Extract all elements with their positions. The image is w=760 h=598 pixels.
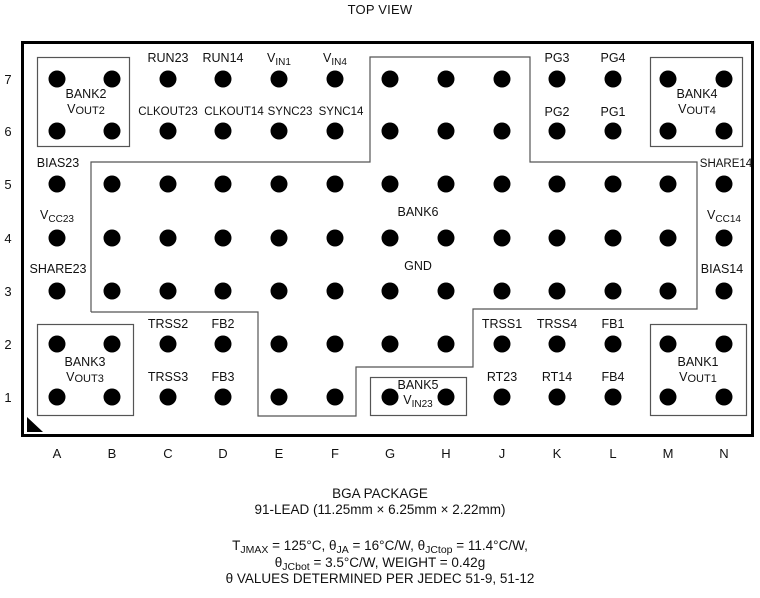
solder-ball — [160, 336, 177, 353]
package-leads: 91-LEAD (11.25mm × 6.25mm × 2.22mm) — [254, 502, 506, 517]
solder-ball — [494, 71, 511, 88]
pin-label-bias23: BIAS23 — [36, 156, 80, 170]
solder-ball — [660, 123, 677, 140]
solder-ball — [327, 123, 344, 140]
solder-ball — [160, 71, 177, 88]
package-name: BGA PACKAGE — [332, 486, 428, 501]
pin-label-fb4: FB4 — [601, 370, 625, 384]
row-label: 4 — [4, 231, 12, 246]
solder-ball — [605, 336, 622, 353]
column-label: D — [218, 446, 228, 461]
pin-label-sync14: SYNC14 — [318, 106, 364, 118]
solder-ball — [327, 71, 344, 88]
thermal-line-3: θ VALUES DETERMINED PER JEDEC 51-9, 51-12 — [225, 571, 535, 586]
solder-ball — [104, 283, 121, 300]
bank1-net-label: $V_{OUT1}$ — [679, 370, 717, 385]
pin-label-share14: SHARE14 — [699, 158, 753, 170]
solder-ball — [271, 123, 288, 140]
pin-label-fb2: FB2 — [211, 317, 235, 331]
pin-label-trss3: TRSS3 — [147, 370, 189, 384]
pin-label-sync23: SYNC23 — [267, 106, 313, 118]
pin-label-pg2: PG2 — [544, 105, 570, 119]
pin-label-run14: RUN14 — [202, 51, 244, 65]
pin-label-fb1: FB1 — [601, 317, 625, 331]
pin-label-pg4: PG4 — [600, 51, 626, 65]
solder-ball — [549, 176, 566, 193]
column-label: C — [163, 446, 173, 461]
bank4-label: BANK4 — [676, 87, 718, 101]
bank3-net-label: $V_{OUT3}$ — [66, 370, 104, 385]
bank2-label: BANK2 — [65, 87, 107, 101]
solder-ball — [327, 230, 344, 247]
solder-ball — [382, 176, 399, 193]
row-label: 2 — [4, 337, 12, 352]
thermal-line-2: $\theta_{JCbot} = 3.5^\circ C/W$, WEIGHT = 0.42g — [274, 555, 486, 573]
solder-ball — [716, 176, 733, 193]
column-label: M — [662, 446, 674, 461]
pin-label-rt23: RT23 — [486, 370, 518, 384]
column-label: A — [52, 446, 62, 461]
solder-ball — [438, 230, 455, 247]
pin-label-pg3: PG3 — [544, 51, 570, 65]
solder-ball — [271, 389, 288, 406]
pin-label-clkout23: CLKOUT23 — [138, 106, 198, 118]
row-label: 6 — [4, 124, 12, 139]
column-label: H — [441, 446, 451, 461]
solder-ball — [49, 389, 66, 406]
column-label: F — [331, 446, 339, 461]
solder-ball — [104, 71, 121, 88]
row-label: 7 — [4, 72, 12, 87]
column-label: G — [384, 446, 396, 461]
bank5-label: BANK5 — [397, 378, 439, 392]
solder-ball — [716, 71, 733, 88]
column-label: B — [107, 446, 117, 461]
solder-ball — [382, 123, 399, 140]
solder-ball — [160, 123, 177, 140]
solder-ball — [660, 71, 677, 88]
pin-label-pg1: PG1 — [600, 105, 626, 119]
solder-ball — [382, 389, 399, 406]
solder-ball — [438, 71, 455, 88]
solder-ball — [549, 283, 566, 300]
solder-ball — [327, 283, 344, 300]
bank1-label: BANK1 — [677, 355, 719, 369]
solder-ball — [605, 176, 622, 193]
solder-ball — [549, 230, 566, 247]
solder-ball — [660, 283, 677, 300]
pin-label-run23: RUN23 — [147, 51, 189, 65]
solder-ball — [104, 336, 121, 353]
solder-ball — [49, 71, 66, 88]
solder-ball — [160, 176, 177, 193]
bank5-net-label: $V_{IN23}$ — [403, 393, 433, 410]
solder-ball — [49, 176, 66, 193]
pin-label-rt14: RT14 — [541, 370, 573, 384]
pin-label-bias14: BIAS14 — [700, 262, 744, 276]
pin-label-vcc23: $V_{CC23}$ — [40, 208, 74, 225]
solder-ball — [215, 71, 232, 88]
pin-label-trss1: TRSS1 — [481, 317, 523, 331]
solder-ball — [438, 123, 455, 140]
pin-label-trss2: TRSS2 — [147, 317, 189, 331]
solder-ball — [549, 389, 566, 406]
solder-ball — [104, 176, 121, 193]
solder-ball — [382, 336, 399, 353]
solder-ball — [215, 123, 232, 140]
solder-ball — [271, 336, 288, 353]
solder-ball — [271, 176, 288, 193]
solder-ball — [215, 230, 232, 247]
solder-ball — [215, 176, 232, 193]
solder-ball — [494, 389, 511, 406]
solder-ball — [716, 123, 733, 140]
solder-ball — [605, 123, 622, 140]
solder-ball — [494, 336, 511, 353]
bank3-label: BANK3 — [64, 355, 106, 369]
solder-ball — [605, 283, 622, 300]
row-label: 5 — [4, 177, 12, 192]
pin-label-fb3: FB3 — [211, 370, 235, 384]
pin1-marker-icon — [27, 417, 43, 432]
solder-ball — [271, 71, 288, 88]
pin-label-vin4: $V_{IN4}$ — [323, 51, 347, 68]
solder-ball — [271, 283, 288, 300]
solder-ball — [549, 123, 566, 140]
solder-ball — [104, 230, 121, 247]
solder-ball — [605, 71, 622, 88]
solder-ball — [382, 71, 399, 88]
row-label: 3 — [4, 284, 12, 299]
solder-ball — [716, 283, 733, 300]
solder-ball — [215, 336, 232, 353]
solder-ball — [160, 230, 177, 247]
solder-ball — [660, 176, 677, 193]
column-label: N — [719, 446, 729, 461]
solder-ball — [494, 176, 511, 193]
solder-ball — [438, 283, 455, 300]
solder-ball — [49, 336, 66, 353]
pin-label-vin1: $V_{IN1}$ — [267, 51, 291, 68]
solder-ball — [716, 336, 733, 353]
solder-ball — [215, 283, 232, 300]
solder-ball — [160, 283, 177, 300]
bank2-net-label: $V_{OUT2}$ — [67, 102, 105, 117]
solder-ball — [660, 389, 677, 406]
row-label: 1 — [4, 390, 12, 405]
solder-ball — [327, 336, 344, 353]
solder-ball — [549, 336, 566, 353]
pin-label-vcc14: $V_{CC14}$ — [707, 208, 741, 225]
solder-ball — [49, 283, 66, 300]
bank4-net-label: $V_{OUT4}$ — [678, 102, 716, 117]
solder-ball — [215, 389, 232, 406]
solder-ball — [716, 230, 733, 247]
gnd-label: GND — [404, 259, 432, 273]
solder-ball — [605, 230, 622, 247]
solder-ball — [716, 389, 733, 406]
solder-ball — [327, 176, 344, 193]
solder-ball — [549, 71, 566, 88]
solder-ball — [382, 283, 399, 300]
column-label: E — [274, 446, 284, 461]
solder-ball — [49, 230, 66, 247]
solder-ball — [104, 123, 121, 140]
solder-ball — [49, 123, 66, 140]
solder-ball — [382, 230, 399, 247]
solder-ball — [271, 230, 288, 247]
solder-ball — [494, 283, 511, 300]
thermal-line-1: $T_{JMAX} = 125^\circ C$, $\theta_{JA} = 16^\circ C/W$, $\theta_{JCtop} = 11.4^\circ C/W$, — [232, 538, 528, 556]
solder-ball — [660, 230, 677, 247]
solder-ball — [438, 389, 455, 406]
column-label: L — [609, 446, 617, 461]
solder-ball — [494, 123, 511, 140]
solder-ball — [438, 336, 455, 353]
solder-ball — [160, 389, 177, 406]
solder-ball — [660, 336, 677, 353]
solder-ball — [438, 176, 455, 193]
solder-ball — [605, 389, 622, 406]
solder-ball — [104, 389, 121, 406]
solder-balls — [49, 71, 733, 410]
column-label: J — [498, 446, 506, 461]
pin-label-share23: SHARE23 — [29, 262, 87, 276]
pin-label-clkout14: CLKOUT14 — [204, 106, 264, 118]
solder-ball — [494, 230, 511, 247]
column-label: K — [552, 446, 562, 461]
pin-label-trss4: TRSS4 — [536, 317, 578, 331]
diagram-title: TOP VIEW — [347, 2, 413, 17]
solder-ball — [327, 389, 344, 406]
bank6-label: BANK6 — [397, 205, 439, 219]
